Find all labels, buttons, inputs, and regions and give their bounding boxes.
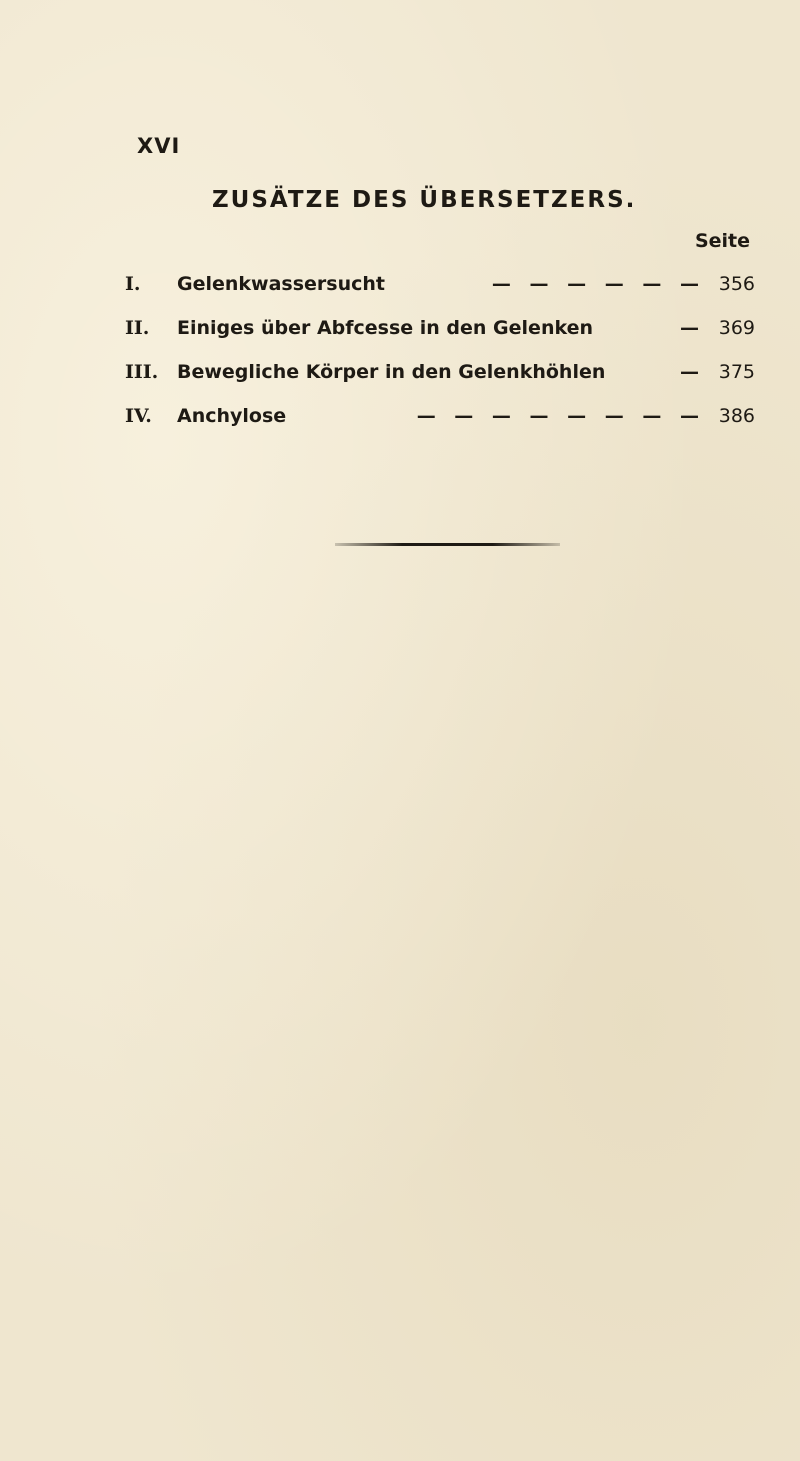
- toc-entry-number: II.: [125, 317, 150, 339]
- section-divider: [335, 543, 560, 546]
- toc-entry-2: [125, 306, 755, 350]
- toc-entry-leader: —: [680, 317, 705, 339]
- page-column-label: Seite: [694, 230, 750, 252]
- toc-entry-page: 386: [718, 405, 755, 427]
- toc-entry-label: Anchylose: [177, 405, 287, 427]
- table-of-contents: [125, 262, 755, 438]
- toc-entry-number: I.: [125, 273, 141, 295]
- toc-entry-1: [125, 262, 755, 306]
- toc-entry-page: 369: [718, 317, 755, 339]
- page-number: XVI: [137, 134, 181, 158]
- toc-entry-leader: —: [680, 361, 705, 383]
- toc-entry-number: III.: [125, 361, 159, 383]
- toc-entry-3: [125, 350, 755, 394]
- toc-entry-4: [125, 394, 755, 438]
- toc-entry-page: 356: [718, 273, 755, 295]
- toc-entry-leader: — — — — — —: [491, 273, 705, 295]
- toc-entry-label: Einiges über Abfcesse in den Gelenken: [177, 317, 594, 339]
- toc-entry-page: 375: [718, 361, 755, 383]
- toc-entry-label: Gelenkwassersucht: [177, 273, 385, 295]
- toc-entry-leader: — — — — — — — —: [416, 405, 705, 427]
- toc-entry-label: Bewegliche Körper in den Gelenkhöhlen: [177, 361, 606, 383]
- toc-entry-number: IV.: [125, 405, 152, 427]
- section-title: ZUSÄTZE DES ÜBERSETZERS.: [212, 187, 637, 213]
